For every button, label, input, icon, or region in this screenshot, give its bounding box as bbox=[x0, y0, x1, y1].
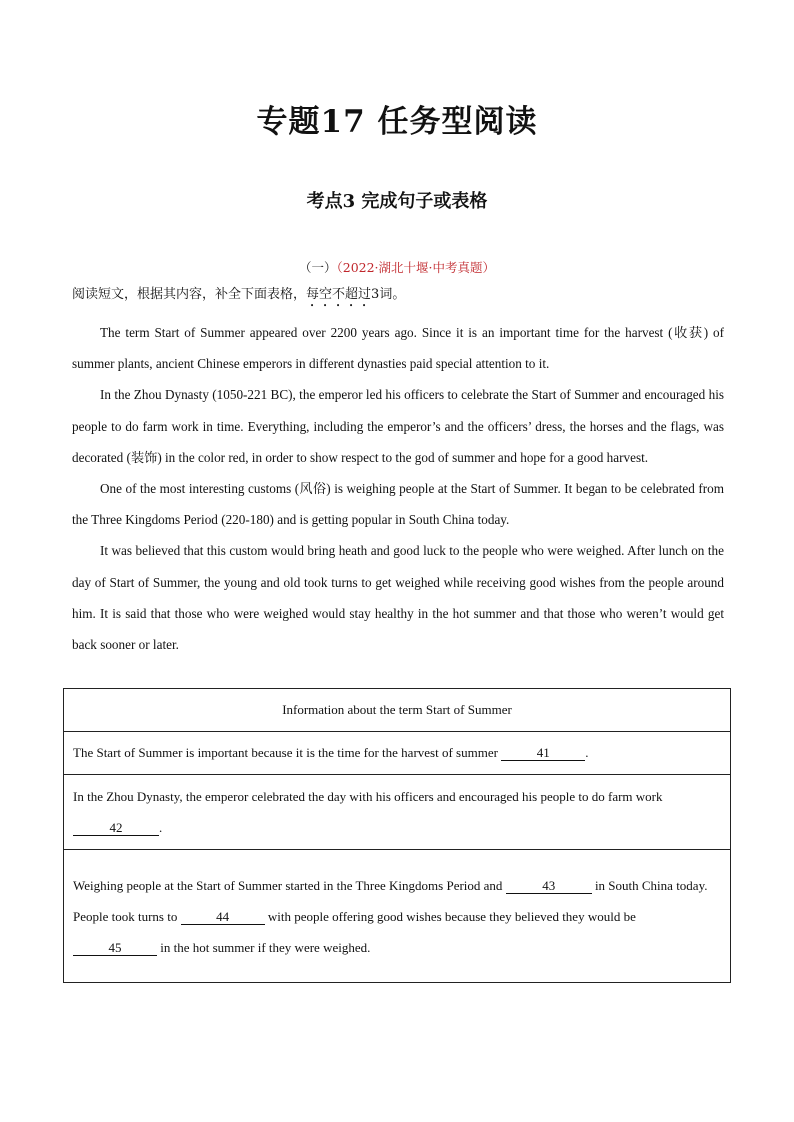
passage-paragraph: The term Start of Summer appeared over 2200 years ago. Since it is an important time for the harvest (收获) of summer plants, ancient Chinese emperors in different dynasties paid special attention to it. bbox=[72, 325, 724, 372]
row-text: in the hot summer if they were weighed. bbox=[157, 939, 371, 955]
passage-paragraph: One of the most interesting customs (风俗) is weighing people at the Start of Summer. It began to be celebrated from the Three Kingdoms Period (220-180) and is getting popular in South China today. bbox=[72, 481, 724, 528]
question-number: （一） bbox=[298, 260, 337, 275]
document-title: 专题17 任务型阅读 bbox=[256, 104, 538, 140]
instruction-end: 词。 bbox=[379, 287, 406, 302]
row-text: . bbox=[159, 820, 163, 835]
row-line bbox=[73, 901, 721, 963]
question-source bbox=[0, 258, 794, 276]
row-text: . bbox=[585, 745, 589, 760]
row-text: in South China today. bbox=[591, 877, 708, 893]
row-text: with people offering good wishes because they believed they would be bbox=[264, 908, 636, 924]
info-table bbox=[63, 688, 731, 983]
table-row bbox=[64, 732, 731, 775]
row-text: People took turns to bbox=[73, 908, 181, 924]
row-text: The Start of Summer is important because it is the time for the harvest of summer bbox=[73, 745, 502, 760]
row-line bbox=[73, 870, 721, 901]
section-subtitle: 考点3 完成句子或表格 bbox=[306, 191, 488, 212]
instruction-main: 阅读短文，根据其内容，补全下面表格， bbox=[72, 287, 307, 302]
passage-paragraph: In the Zhou Dynasty (1050-221 BC), the emperor led his officers to celebrate the Start of Summer and encouraged his people to do farm work in time. Everything, including the emperor’s and the officers’ dress, the horses and the flags, was decorated (装饰) in the color red, in order to show respect to the god of summer and hope for a good harvest. bbox=[72, 387, 724, 465]
reading-passage bbox=[72, 317, 724, 660]
source-label: （2022·湖北十堰·中考真题） bbox=[336, 260, 496, 275]
table-row bbox=[64, 850, 731, 983]
row-text: Weighing people at the Start of Summer started in the Three Kingdoms Period and bbox=[73, 877, 506, 893]
blank-41[interactable]: 41 bbox=[501, 745, 585, 761]
table-row bbox=[64, 775, 731, 850]
instruction-number: 3 bbox=[371, 287, 380, 302]
blank-42[interactable]: 42 bbox=[73, 820, 159, 836]
blank-45[interactable]: 45 bbox=[73, 940, 157, 956]
table-header: Information about the term Start of Summer bbox=[64, 689, 731, 732]
row-text: In the Zhou Dynasty, the emperor celebrated the day with his officers and encouraged his people to do farm work bbox=[73, 789, 663, 804]
instruction-text bbox=[72, 283, 405, 310]
blank-44[interactable]: 44 bbox=[181, 909, 265, 925]
blank-43[interactable]: 43 bbox=[506, 878, 592, 894]
instruction-emphasis: 每空不超过 bbox=[306, 287, 372, 302]
passage-paragraph: It was believed that this custom would bring heath and good luck to the people who were weighed. After lunch on the day of Start of Summer, the young and old took turns to get weighed while receiving good wishes from the people around him. It is said that those who were weighed would stay healthy in the hot summer and that those who weren’t would get back sooner or later. bbox=[72, 543, 724, 653]
